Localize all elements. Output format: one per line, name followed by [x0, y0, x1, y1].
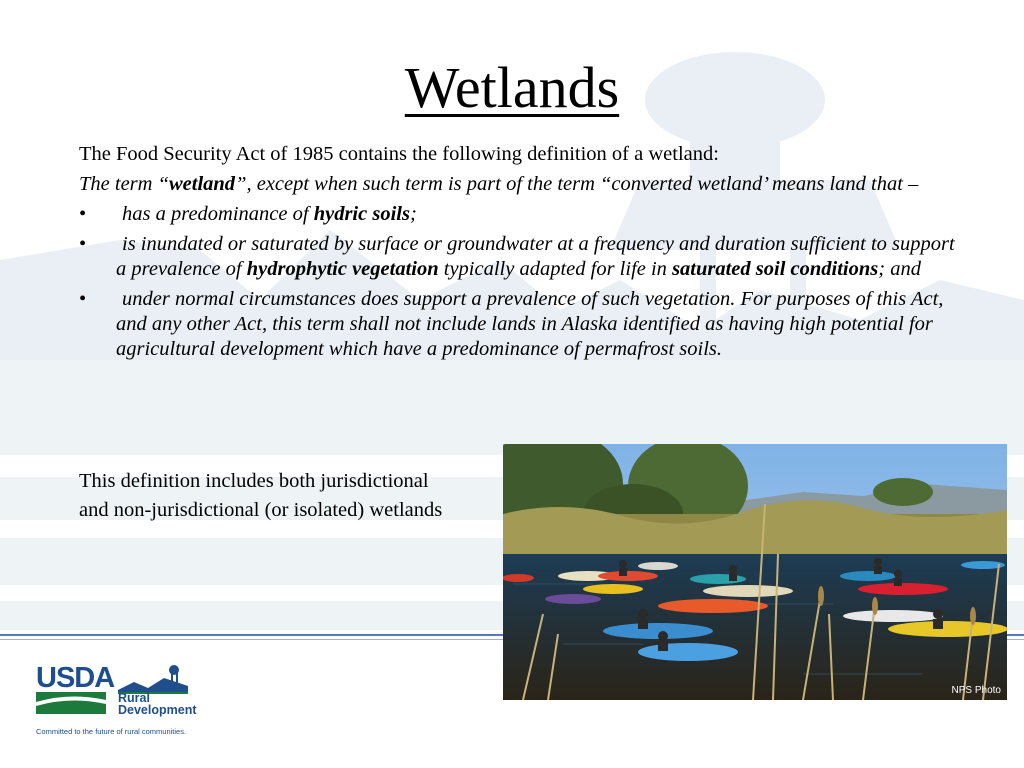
bullet-text-part: typically adapted for life in	[438, 258, 673, 280]
bullet-text-part: ; and	[878, 258, 921, 280]
kayak-wetland-photo	[503, 444, 1007, 700]
bullet-text-part: ;	[409, 203, 417, 225]
bullet-text	[116, 202, 959, 227]
bullet-text-part: is inundated or saturated by surface or groundwater at a frequency and duration sufficient to support a prevalence of	[116, 233, 955, 280]
jurisdiction-note	[79, 467, 442, 525]
bullet-bold-term: hydrophytic vegetation	[246, 258, 439, 280]
note-line: and non-jurisdictional (or isolated) wetlands	[79, 499, 443, 521]
definition-term: wetland	[168, 173, 236, 195]
bullet-item	[79, 202, 959, 227]
photo-illustration	[503, 444, 1007, 700]
bullet-marker: •	[79, 288, 87, 310]
footer-tagline: Committed to the future of rural communities.	[36, 727, 187, 736]
note-line: This definition includes both jurisdictional	[79, 470, 429, 492]
bullet-bold-term: saturated soil conditions	[672, 258, 879, 280]
bullet-marker: •	[79, 203, 87, 225]
bullet-item	[79, 287, 959, 362]
bullet-text: under normal circumstances does support a prevalence of such vegetation. For purposes of this Act, and any other Act, this term shall not include lands in Alaska identified as having high potential for agricultural development which have a predominance of permafrost soils.	[116, 288, 944, 360]
usda-logo-text: USDA	[36, 662, 115, 694]
definition-text	[79, 172, 959, 197]
bullet-marker: •	[79, 233, 87, 255]
definition-suffix: ”, except when such term is part of the term “converted wetland’ means land that –	[235, 173, 919, 195]
definition-prefix: The term “	[79, 173, 169, 195]
slide-body	[79, 142, 959, 362]
logo-word: Development	[118, 703, 197, 717]
logo-word: Rural	[118, 691, 150, 705]
rural-development-logo-text	[118, 692, 197, 716]
bullet-text	[116, 232, 959, 282]
slide-title: Wetlands	[404, 55, 620, 120]
bullet-item	[79, 232, 959, 282]
intro-text: The Food Security Act of 1985 contains the following definition of a wetland:	[79, 143, 719, 165]
photo-credit: NPS Photo	[951, 685, 1001, 696]
bullet-text-part: has a predominance of	[122, 203, 314, 225]
bullet-bold-term: hydric soils	[313, 203, 410, 225]
